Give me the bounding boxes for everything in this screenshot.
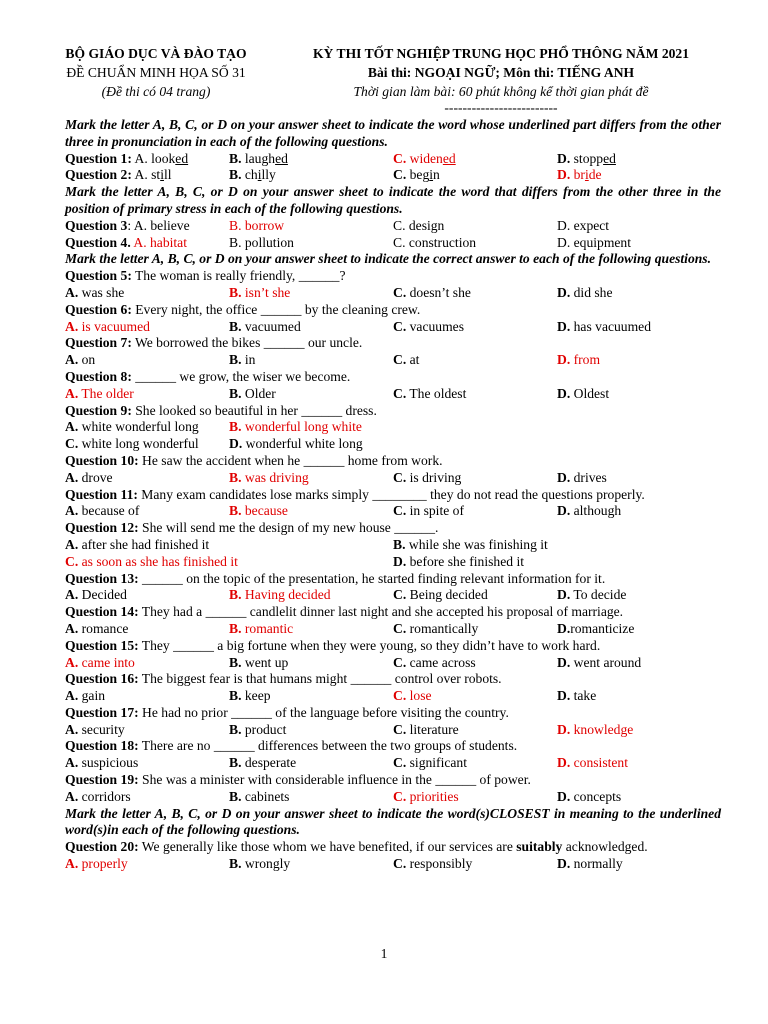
option-d: D. expect: [557, 217, 610, 233]
option-c-answer: C. lose: [393, 688, 432, 704]
option-c: C. romantically: [393, 620, 479, 636]
option-a: A. still: [134, 167, 172, 183]
question-15-stem: Question 15: They ______ a big fortune when they were young, so they didn’t have to work hard.: [65, 637, 601, 653]
exam-subject: Bài thi: NGOẠI NGỮ; Môn thi: TIẾNG ANH: [367, 65, 635, 80]
option-d: D. has vacuumed: [557, 318, 652, 334]
question-9-options-cd: [65, 436, 721, 453]
option-a-answer: A. habitat: [133, 234, 187, 250]
option-a-answer: A. is vacuumed: [65, 318, 150, 334]
option-d: D. although: [557, 503, 622, 519]
option-b: B. product: [229, 721, 287, 737]
option-a: A. white wonderful long: [65, 419, 199, 435]
question-1: [65, 151, 721, 168]
option-c: C. vacuumes: [393, 318, 464, 334]
option-b-answer: B. romantic: [229, 620, 294, 636]
option-b: B. while she was finishing it: [393, 536, 548, 552]
question-8-options: [65, 386, 721, 403]
option-a: A. corridors: [65, 788, 131, 804]
question-2: [65, 167, 721, 184]
option-c: C. in spite of: [393, 503, 464, 519]
question-5-options: [65, 285, 721, 302]
question-19-options: [65, 789, 721, 806]
option-a: A. romance: [65, 620, 129, 636]
option-c: C. construction: [393, 234, 477, 250]
question-17-stem: Question 17: He had no prior ______ of the language before visiting the country.: [65, 704, 509, 720]
option-d: D. stopped: [557, 150, 616, 166]
question-18-stem: Question 18: There are no ______ differences between the two groups of students.: [65, 738, 518, 754]
question-6-options: [65, 319, 721, 336]
instruction-pronunciation: Mark the letter A, B, C, or D on your answer sheet to indicate the word whose underlined part differs from the other three in pronunciation in each of the following questions.: [65, 117, 721, 149]
option-a: A. Decided: [65, 587, 127, 603]
option-a: A. suspicious: [65, 755, 139, 771]
question-12-stem: Question 12: She will send me the design of my new house ______.: [65, 520, 439, 536]
question-20-stem: Question 20: We generally like those whom we have benefited, if our services are suitably acknowledged.: [65, 839, 648, 855]
question-4: [65, 235, 721, 252]
option-d-answer: D. from: [557, 352, 601, 368]
question-9-options-ab: [65, 419, 721, 436]
option-b-answer: B. borrow: [229, 217, 285, 233]
option-c: C. The oldest: [393, 385, 467, 401]
option-b-answer: B. wonderful long white: [229, 419, 362, 435]
option-b: B. chilly: [229, 167, 276, 183]
option-d: D. wonderful white long: [229, 436, 363, 452]
option-c: C. design: [393, 217, 445, 233]
question-9-stem: Question 9: She looked so beautiful in her ______ dress.: [65, 402, 377, 418]
exam-page: [65, 44, 721, 873]
option-c: C. came across: [393, 654, 476, 670]
option-b-answer: B. because: [229, 503, 288, 519]
question-label: Question 3: [65, 217, 128, 233]
option-d: D. concepts: [557, 788, 622, 804]
option-c: C. doesn’t she: [393, 284, 471, 300]
question-17-options: [65, 722, 721, 739]
question-10-options: [65, 470, 721, 487]
option-a: A. looked: [134, 150, 189, 166]
exam-header: [65, 44, 721, 115]
question-16-stem: Question 16: The biggest fear is that humans might ______ control over robots.: [65, 671, 502, 687]
option-d: D. went around: [557, 654, 642, 670]
exam-duration: Thời gian làm bài: 60 phút không kể thời gian phát đề: [353, 84, 649, 99]
question-14-options: [65, 621, 721, 638]
option-a: A. on: [65, 352, 96, 368]
ministry-name: BỘ GIÁO DỤC VÀ ĐÀO TẠO: [65, 46, 247, 61]
exam-title: KỲ THI TỐT NGHIỆP TRUNG HỌC PHỔ THÔNG NĂM 2021: [312, 46, 690, 61]
instruction-closest: Mark the letter A, B, C, or D on your answer sheet to indicate the word(s)CLOSEST in meaning to the underlined word(s)in each of the following questions.: [65, 805, 721, 838]
question-5-stem: Question 5: The woman is really friendly, ______?: [65, 268, 346, 284]
option-d: D. did she: [557, 284, 613, 300]
question-10-stem: Question 10: He saw the accident when he ______ home from work.: [65, 452, 443, 468]
page-count-note: (Đề thi có 04 trang): [101, 84, 211, 99]
option-d: D. To decide: [557, 587, 627, 603]
option-b: B. desperate: [229, 755, 297, 771]
option-c: C. responsibly: [393, 856, 473, 872]
option-c-answer: C. widened: [393, 150, 456, 166]
option-c: C. significant: [393, 755, 468, 771]
option-c: C. at: [393, 352, 420, 368]
question-label: Question 1:: [65, 150, 132, 166]
option-d: D. take: [557, 688, 597, 704]
option-d: D. drives: [557, 469, 607, 485]
question-16-options: [65, 688, 721, 705]
option-a: : A. believe: [127, 217, 190, 233]
option-d-answer: D. bride: [557, 167, 602, 183]
option-b: B. pollution: [229, 234, 294, 250]
option-a: A. because of: [65, 503, 140, 519]
option-b: B. in: [229, 352, 256, 368]
option-d: D. equipment: [557, 234, 631, 250]
option-d-answer: D. consistent: [557, 755, 628, 771]
question-11-options: [65, 503, 721, 520]
question-13-options: [65, 587, 721, 604]
option-a: A. security: [65, 721, 125, 737]
question-12-options-ab: [65, 537, 721, 554]
header-right: [281, 44, 721, 115]
option-c: C. white long wonderful: [65, 436, 199, 452]
question-20-options: [65, 856, 721, 873]
option-a-answer: A. The older: [65, 385, 134, 401]
question-14-stem: Question 14: They had a ______ candlelit dinner last night and she accepted his proposal of marriage.: [65, 604, 624, 620]
question-18-options: [65, 755, 721, 772]
option-a: A. was she: [65, 284, 125, 300]
question-label: Question 2:: [65, 167, 132, 183]
option-a-answer: A. properly: [65, 856, 128, 872]
option-d: D.romanticize: [557, 620, 635, 636]
option-b: B. wrongly: [229, 856, 291, 872]
option-a: A. drove: [65, 469, 113, 485]
option-d: D. normally: [557, 856, 623, 872]
option-a: A. after she had finished it: [65, 536, 210, 552]
option-c-answer: C. as soon as she has finished it: [65, 553, 238, 569]
option-b: B. went up: [229, 654, 289, 670]
question-6-stem: Question 6: Every night, the office ______ by the cleaning crew.: [65, 301, 421, 317]
header-divider: -------------------------: [444, 100, 558, 115]
option-b-answer: B. isn’t she: [229, 284, 291, 300]
option-d: D. Oldest: [557, 385, 610, 401]
instruction-correct-answer: Mark the letter A, B, C, or D on your answer sheet to indicate the correct answer to each of the following questions.: [65, 251, 711, 267]
option-a-answer: A. came into: [65, 654, 135, 670]
option-c: C. is driving: [393, 469, 462, 485]
option-b: B. cabinets: [229, 788, 290, 804]
option-b: B. keep: [229, 688, 271, 704]
header-left: [51, 44, 261, 115]
question-8-stem: Question 8: ______ we grow, the wiser we become.: [65, 368, 351, 384]
question-11-stem: Question 11: Many exam candidates lose marks simply ________ they do not read the questions properly.: [65, 486, 645, 502]
question-3: [65, 218, 721, 235]
page-number: 1: [380, 946, 388, 961]
question-7-options: [65, 352, 721, 369]
option-b-answer: B. was driving: [229, 469, 309, 485]
option-b: B. laughed: [229, 150, 288, 166]
option-d-answer: D. knowledge: [557, 721, 634, 737]
option-b: B. Older: [229, 385, 276, 401]
option-c-answer: C. priorities: [393, 788, 459, 804]
option-b: B. vacuumed: [229, 318, 301, 334]
exam-code: ĐỀ CHUẨN MINH HỌA SỐ 31: [66, 65, 246, 80]
question-19-stem: Question 19: She was a minister with considerable influence in the ______ of power.: [65, 772, 531, 788]
option-c: C. begin: [393, 167, 440, 183]
question-label: Question 4.: [65, 234, 131, 250]
question-12-options-cd: [65, 554, 721, 571]
option-a: A. gain: [65, 688, 106, 704]
option-c: C. Being decided: [393, 587, 488, 603]
question-7-stem: Question 7: We borrowed the bikes ______ our uncle.: [65, 335, 363, 351]
option-c: C. literature: [393, 721, 459, 737]
question-15-options: [65, 655, 721, 672]
question-13-stem: Question 13: ______ on the topic of the presentation, he started finding relevant information for it.: [65, 570, 606, 586]
instruction-stress: Mark the letter A, B, C, or D on your answer sheet to indicate the word that differs from the other three in the position of primary stress in each of the following questions.: [65, 184, 721, 216]
option-b-answer: B. Having decided: [229, 587, 331, 603]
option-d: D. before she finished it: [393, 553, 525, 569]
